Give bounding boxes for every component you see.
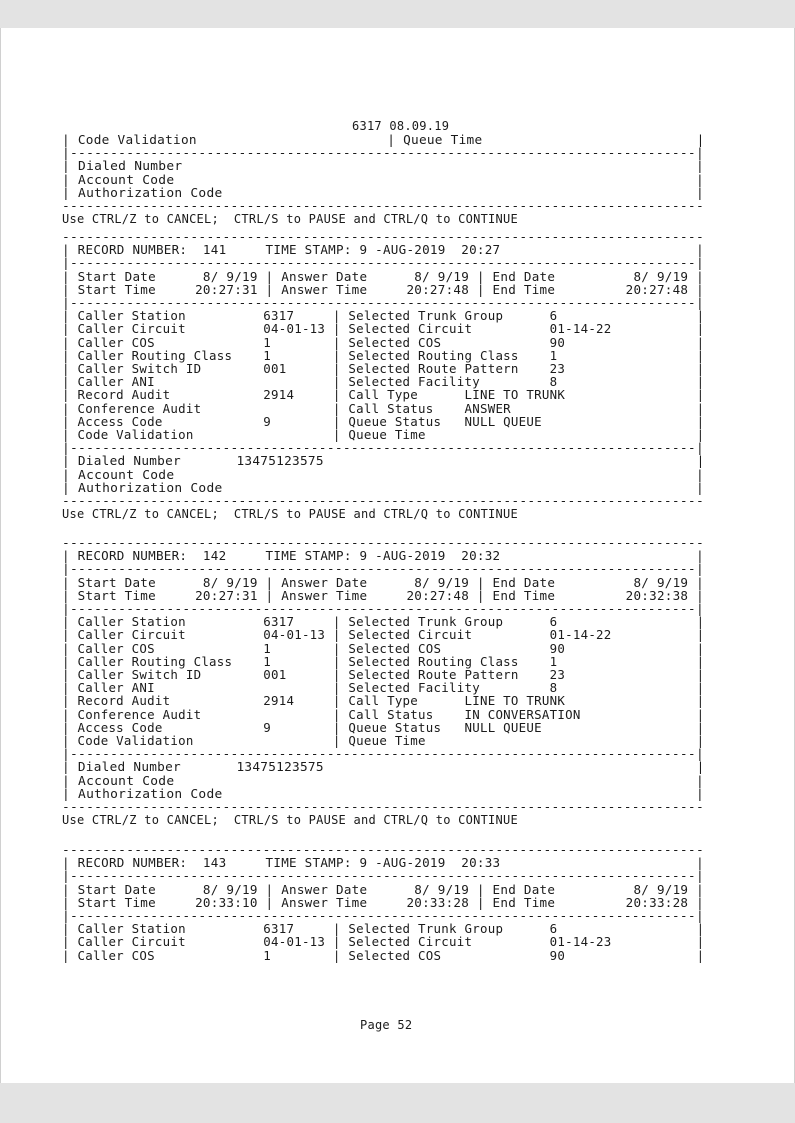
print-line: | RECORD NUMBER: 141 TIME STAMP: 9 -AUG-2019 20:27 |	[62, 243, 704, 258]
print-line: | Caller ANI | Selected Facility 8 |	[62, 375, 705, 390]
print-line: | Record Audit 2914 | Call Type LINE TO TRUNK |	[62, 388, 705, 403]
print-line: |------------------------------------------------------------------------------|	[62, 256, 704, 271]
page-number: Page 52	[360, 1018, 413, 1032]
scan-bottom-margin	[0, 1083, 795, 1123]
print-line: | Caller COS 1 | Selected COS 90 |	[62, 335, 705, 350]
print-line: | Caller COS 1 | Selected COS 90 |	[62, 641, 705, 656]
print-line: --------------------------------------------------------------------------------	[62, 536, 704, 550]
print-line: | Code Validation | Queue Time |	[62, 734, 705, 748]
print-line: | Caller Routing Class 1 | Selected Routing Class 1 |	[62, 654, 705, 669]
print-line: | Account Code |	[62, 773, 704, 788]
print-line: |------------------------------------------------------------------------------|	[62, 909, 704, 923]
report-header-code: 6317 08.09.19	[352, 119, 450, 133]
print-line: | Access Code 9 | Queue Status NULL QUEUE |	[62, 414, 705, 429]
print-line: | Start Time 20:27:31 | Answer Time 20:27:48 | End Time 20:27:48 |	[62, 282, 704, 297]
print-line: | Caller Station 6317 | Selected Trunk Group 6 |	[62, 922, 705, 937]
print-line: | Caller Circuit 04-01-13 | Selected Circuit 01-14-22 |	[62, 628, 705, 643]
print-line: | Dialed Number 13475123575 |	[62, 454, 705, 469]
print-line: | Account Code |	[62, 467, 704, 482]
print-line: | Start Time 20:33:10 | Answer Time 20:33:28 | End Time 20:33:28 |	[62, 895, 704, 910]
print-line: --------------------------------------------------------------------------------	[62, 230, 704, 244]
print-line: Use CTRL/Z to CANCEL; CTRL/S to PAUSE and CTRL/Q to CONTINUE	[62, 813, 518, 828]
print-line: | Start Date 8/ 9/19 | Answer Date 8/ 9/19 | End Date 8/ 9/19 |	[62, 575, 704, 590]
print-line: | Conference Audit | Call Status ANSWER |	[62, 401, 705, 416]
print-line: | Caller COS 1 | Selected COS 90 |	[62, 948, 705, 963]
print-line: |------------------------------------------------------------------------------|	[62, 562, 704, 577]
print-line: | RECORD NUMBER: 142 TIME STAMP: 9 -AUG-2019 20:32 |	[62, 549, 704, 564]
print-line: | Dialed Number 13475123575 |	[62, 760, 705, 775]
print-line: | Start Date 8/ 9/19 | Answer Date 8/ 9/19 | End Date 8/ 9/19 |	[62, 269, 704, 284]
print-line: | Start Time 20:27:31 | Answer Time 20:27:48 | End Time 20:32:38 |	[62, 588, 704, 603]
print-line: |------------------------------------------------------------------------------|	[62, 747, 704, 762]
print-line: | Code Validation | Queue Time |	[62, 428, 705, 442]
print-line: | Authorization Code |	[62, 480, 704, 495]
scan-top-margin	[0, 0, 795, 28]
print-line: | Dialed Number |	[62, 159, 704, 174]
print-line: | Conference Audit | Call Status IN CONVERSATION |	[62, 707, 705, 722]
print-line: | Start Date 8/ 9/19 | Answer Date 8/ 9/19 | End Date 8/ 9/19 |	[62, 882, 704, 897]
print-line: | Code Validation | Queue Time |	[62, 133, 705, 147]
print-line: | Account Code |	[62, 172, 704, 187]
print-line: | Caller Station 6317 | Selected Trunk Group 6 |	[62, 615, 705, 630]
print-line: | Caller Switch ID 001 | Selected Route Pattern 23 |	[62, 668, 705, 682]
print-line: | Caller Circuit 04-01-13 | Selected Circuit 01-14-23 |	[62, 935, 705, 950]
print-line: | Caller Circuit 04-01-13 | Selected Circuit 01-14-22 |	[62, 322, 705, 337]
print-line: | Record Audit 2914 | Call Type LINE TO TRUNK |	[62, 694, 705, 709]
print-line: --------------------------------------------------------------------------------	[62, 199, 704, 213]
print-line: |------------------------------------------------------------------------------|	[62, 296, 704, 310]
print-line: Use CTRL/Z to CANCEL; CTRL/S to PAUSE and CTRL/Q to CONTINUE	[62, 507, 518, 522]
print-line: | Caller Routing Class 1 | Selected Routing Class 1 |	[62, 348, 705, 363]
print-line: --------------------------------------------------------------------------------	[62, 800, 704, 814]
print-line: | RECORD NUMBER: 143 TIME STAMP: 9 -AUG-2019 20:33 |	[62, 856, 704, 871]
print-line: | Authorization Code |	[62, 786, 704, 801]
print-line: |------------------------------------------------------------------------------|	[62, 146, 704, 161]
print-line: --------------------------------------------------------------------------------	[62, 494, 704, 508]
print-line: |------------------------------------------------------------------------------|	[62, 602, 704, 616]
print-line: |------------------------------------------------------------------------------|	[62, 869, 704, 884]
print-line: --------------------------------------------------------------------------------	[62, 843, 704, 857]
print-line: | Caller ANI | Selected Facility 8 |	[62, 681, 705, 696]
print-line: Use CTRL/Z to CANCEL; CTRL/S to PAUSE and CTRL/Q to CONTINUE	[62, 212, 518, 227]
print-line: | Access Code 9 | Queue Status NULL QUEUE |	[62, 720, 705, 735]
print-line: | Caller Switch ID 001 | Selected Route Pattern 23 |	[62, 362, 705, 376]
print-line: | Caller Station 6317 | Selected Trunk Group 6 |	[62, 309, 705, 324]
print-line: | Authorization Code |	[62, 185, 704, 200]
print-line: |------------------------------------------------------------------------------|	[62, 441, 704, 456]
